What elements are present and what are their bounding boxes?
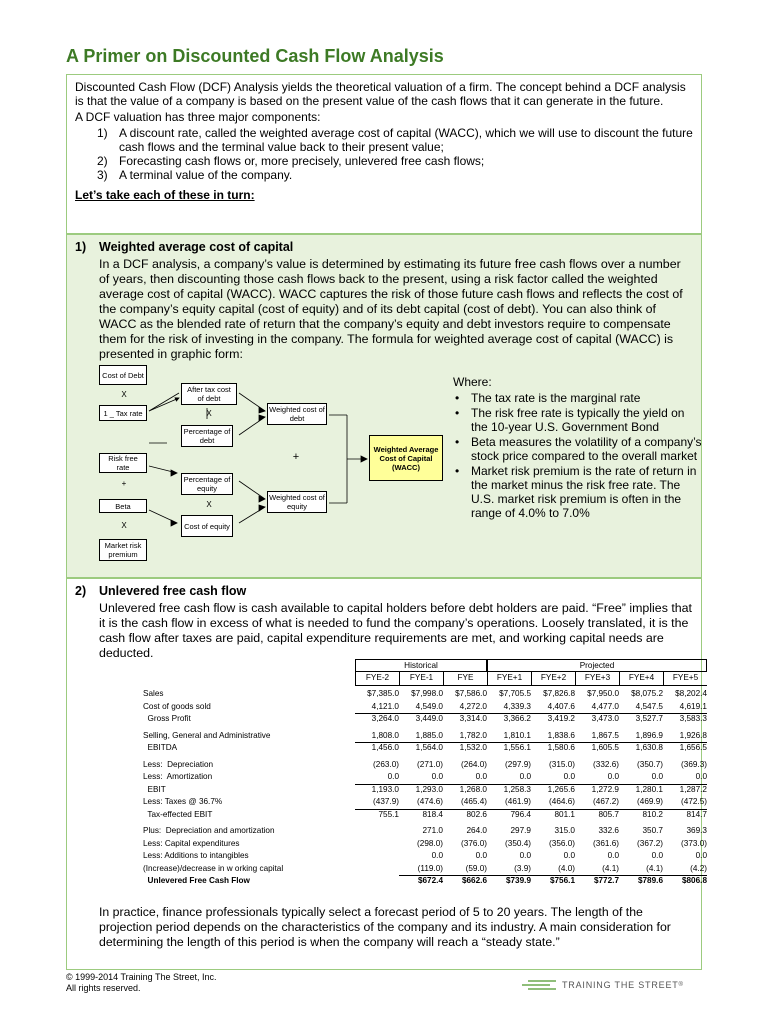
wacc-section xyxy=(66,234,702,578)
table-cell: 1,265.6 xyxy=(547,784,575,794)
after-tax-cost-box: After tax cost of debt xyxy=(181,383,237,405)
table-cell: 1,193.0 xyxy=(371,784,399,794)
table-cell: 0.0 xyxy=(575,771,619,785)
beta-box: Beta xyxy=(99,499,147,513)
table-cell: (356.0) xyxy=(549,838,575,848)
table-cell: (119.0) xyxy=(399,863,443,877)
table-cell: 3,264.0 xyxy=(371,714,399,723)
bullet-icon: • xyxy=(455,406,460,420)
table-cell: 810.2 xyxy=(642,809,663,819)
wacc-paragraph: In a DCF analysis, a company’s value is determined by estimating its future free cash flows over a number of years, then discounting those cash flows back to the present, using a risk factor called the weighted average cost of capital (WACC). WACC captures the risk of those future cash flows and reflects the cost of the company’s equity capital (cost of equity) and of its debt capital (cost of debt). You can also think of WACC as the blended rate of return that the company’s equity and debt investors require to compensate them for the risk of investing in the company. The formula for weighted average cost of capital (WACC) is presented in graphic form: xyxy=(99,257,683,361)
table-cell: 0.0 xyxy=(443,771,487,785)
bullet-icon: • xyxy=(455,464,460,478)
plus-operator: + xyxy=(292,451,300,463)
list-item: • The tax rate is the marginal rate xyxy=(455,391,641,405)
table-cell: $7,586.0 xyxy=(455,689,487,698)
table-cell: 802.6 xyxy=(466,809,487,819)
table-cell: $772.7 xyxy=(593,876,619,885)
table-cell: 1,287.2 xyxy=(679,784,707,794)
table-cell: $806.8 xyxy=(681,876,707,885)
list-item: • The risk free rate is typically the yield on the 10-year U.S. Government Bond xyxy=(455,406,685,434)
table-cell: 1,885.0 xyxy=(399,730,443,744)
table-cell: 4,407.6 xyxy=(531,701,575,715)
table-cell: (4.2) xyxy=(663,863,707,877)
table-cell: $7,705.5 xyxy=(499,689,531,698)
multiply-operator: X xyxy=(206,409,212,418)
row-label: Cost of goods sold xyxy=(143,701,211,711)
table-cell: 0.0 xyxy=(519,851,531,860)
table-cell: (4.1) xyxy=(575,863,619,877)
table-cell: $662.6 xyxy=(461,876,487,885)
table-cell: (361.6) xyxy=(593,838,619,848)
list-item: 3) A terminal value of the company. xyxy=(97,168,293,182)
table-cell: 0.0 xyxy=(651,851,663,860)
table-cell: (467.2) xyxy=(575,796,619,810)
table-cell: 0.0 xyxy=(475,851,487,860)
table-cell: (315.0) xyxy=(549,759,575,769)
table-cell: (3.9) xyxy=(487,863,531,877)
row-label: Less: Additions to intangibles xyxy=(143,851,249,860)
table-cell: 1,630.8 xyxy=(635,743,663,752)
table-cell: 1,605.5 xyxy=(591,743,619,752)
column-header: FYE+2 xyxy=(531,672,575,686)
column-header: FYE+5 xyxy=(663,672,707,686)
table-cell: 818.4 xyxy=(422,809,443,819)
table-cell: 297.9 xyxy=(510,826,531,835)
table-cell: $739.9 xyxy=(505,876,531,885)
plus-operator: + xyxy=(121,479,127,488)
table-cell: $8,202.4 xyxy=(675,689,707,698)
row-label: Selling, General and Administrative xyxy=(143,730,271,740)
column-header: FYE+4 xyxy=(619,672,663,686)
logo-text: TRAINING THE STREET xyxy=(562,980,679,990)
table-cell: $7,998.0 xyxy=(411,689,443,698)
row-label: Unlevered Free Cash Flow xyxy=(143,876,250,885)
table-cell: 3,473.0 xyxy=(591,714,619,723)
bullet-icon: • xyxy=(455,391,460,405)
table-cell: (464.6) xyxy=(531,796,575,810)
table-cell: 3,583.3 xyxy=(679,714,707,723)
table-cell: 3,314.0 xyxy=(459,714,487,723)
table-cell: 1,532.0 xyxy=(459,743,487,752)
percentage-of-debt-box: Percentage of debt xyxy=(181,425,233,447)
table-cell: 1,268.0 xyxy=(459,784,487,794)
table-cell: 0.0 xyxy=(531,771,575,785)
row-label: Less: Capital expenditures xyxy=(143,838,240,848)
table-cell: 0.0 xyxy=(355,771,399,785)
table-cell: 4,121.0 xyxy=(355,701,399,715)
table-cell: 4,549.0 xyxy=(399,701,443,715)
components-lead: A DCF valuation has three major components: xyxy=(75,110,321,124)
column-header: FYE-1 xyxy=(399,672,443,686)
table-cell: 1,580.6 xyxy=(547,743,575,752)
table-cell: 0.0 xyxy=(399,771,443,785)
section-heading: 2) Unlevered free cash flow xyxy=(75,584,247,598)
table-cell: 0.0 xyxy=(431,851,443,860)
table-cell: (263.0) xyxy=(373,759,399,769)
percentage-of-equity-box: Percentage of equity xyxy=(181,473,233,495)
table-cell: 1,656.5 xyxy=(679,743,707,752)
table-cell: 1,867.5 xyxy=(575,730,619,744)
table-cell: 0.0 xyxy=(619,771,663,785)
bullet-icon: • xyxy=(455,435,460,449)
weighted-cost-equity-box: Weighted cost of equity xyxy=(267,491,327,513)
table-cell: 1,280.1 xyxy=(635,784,663,794)
table-cell: 805.7 xyxy=(598,809,619,819)
historical-header: Historical xyxy=(355,659,487,672)
row-label: Sales xyxy=(143,689,164,698)
table-cell: 1,896.9 xyxy=(619,730,663,744)
table-cell: (59.0) xyxy=(443,863,487,877)
multiply-operator: X xyxy=(206,500,212,509)
row-label: Tax-effected EBIT xyxy=(143,809,213,819)
table-cell: 332.6 xyxy=(598,826,619,835)
table-cell: $789.6 xyxy=(637,876,663,885)
table-cell: (469.9) xyxy=(619,796,663,810)
table-cell: (297.9) xyxy=(505,759,531,769)
table-cell: $7,826.8 xyxy=(543,689,575,698)
table-cell: 4,477.0 xyxy=(575,701,619,715)
table-cell: (472.5) xyxy=(663,796,707,810)
risk-free-rate-box: Risk free rate xyxy=(99,453,147,473)
table-cell: (350.4) xyxy=(505,838,531,848)
row-label: Less: Amortization xyxy=(143,772,213,781)
table-cell: 1,456.0 xyxy=(371,743,399,752)
table-cell: 1,810.1 xyxy=(487,730,531,744)
table-cell: 3,527.7 xyxy=(635,714,663,723)
table-cell: 1,808.0 xyxy=(355,730,399,744)
list-item: 1) A discount rate, called the weighted average cost of capital (WACC), which we will use to discount the future cash flows and the terminal value back to their present value; xyxy=(97,126,693,154)
table-cell: (4.1) xyxy=(619,863,663,877)
table-cell: (369.3) xyxy=(681,759,707,769)
footer-copyright: © 1999-2014 Training The Street, Inc. All rights reserved. xyxy=(66,972,217,993)
intro-paragraph: Discounted Cash Flow (DCF) Analysis yields the theoretical valuation of a firm. The concept behind a DCF analysis is that the value of a company is based on the present value of the cash flows that it can generate in the future. xyxy=(75,80,686,108)
table-cell: 271.0 xyxy=(422,826,443,835)
table-cell: $8,075.2 xyxy=(631,689,663,698)
section-heading: 1) Weighted average cost of capital xyxy=(75,240,294,254)
row-label: Gross Profit xyxy=(143,714,191,723)
cost-of-equity-box: Cost of equity xyxy=(181,515,233,537)
column-header: FYE-2 xyxy=(355,672,399,686)
row-label: Less: Taxes @ 36.7% xyxy=(143,797,223,806)
market-risk-premium-box: Market risk premium xyxy=(99,539,147,561)
table-cell: 4,272.0 xyxy=(443,701,487,715)
table-cell: 3,419.2 xyxy=(547,714,575,723)
wacc-diagram xyxy=(67,363,457,573)
table-cell: $756.1 xyxy=(549,876,575,885)
table-cell: 0.0 xyxy=(487,771,531,785)
cost-of-debt-box: Cost of Debt xyxy=(99,365,147,385)
table-cell: 1,258.3 xyxy=(503,784,531,794)
registered-mark: ® xyxy=(678,982,684,988)
table-cell: (376.0) xyxy=(461,838,487,848)
table-cell: 0.0 xyxy=(663,771,707,785)
table-cell: 1,293.0 xyxy=(415,784,443,794)
column-header: FYE+1 xyxy=(487,672,531,686)
table-cell: 1,272.9 xyxy=(591,784,619,794)
table-cell: (350.7) xyxy=(637,759,663,769)
table-cell: (271.0) xyxy=(417,759,443,769)
table-cell: 1,926.8 xyxy=(663,730,707,744)
table-cell: (465.4) xyxy=(443,796,487,810)
list-item: • Beta measures the volatility of a company’s stock price compared to the overall market xyxy=(455,435,702,463)
table-cell: 814.7 xyxy=(686,809,707,819)
where-notes xyxy=(453,375,703,521)
table-cell: 3,449.0 xyxy=(415,714,443,723)
table-cell: 4,619.1 xyxy=(663,701,707,715)
table-cell: $7,950.0 xyxy=(587,689,619,698)
table-cell: (437.9) xyxy=(355,796,399,810)
turn-heading: Let’s take each of these in turn: xyxy=(75,188,255,202)
table-cell: (367.2) xyxy=(637,838,663,848)
page-title: A Primer on Discounted Cash Flow Analysis xyxy=(66,46,444,66)
components-list xyxy=(97,126,693,182)
ufcf-section xyxy=(66,578,707,970)
table-cell: 4,547.5 xyxy=(619,701,663,715)
table-cell: 796.4 xyxy=(510,809,531,819)
table-cell: 315.0 xyxy=(554,826,575,835)
logo-lines-icon xyxy=(520,978,558,992)
row-label: EBIT xyxy=(143,784,166,794)
row-label: Less: Depreciation xyxy=(143,759,214,769)
projected-header: Projected xyxy=(487,659,707,672)
table-cell: 801.1 xyxy=(554,809,575,819)
wacc-box: Weighted Average Cost of Capital (WACC) xyxy=(369,435,443,481)
table-cell: 755.1 xyxy=(378,809,399,819)
table-cell: 0.0 xyxy=(695,851,707,860)
table-cell: 264.0 xyxy=(466,826,487,835)
row-label: (Increase)/decrease in w orking capital xyxy=(143,863,284,873)
column-header: FYE xyxy=(443,672,487,686)
table-cell: 0.0 xyxy=(607,851,619,860)
ufcf-paragraph: Unlevered free cash flow is cash available to capital holders before debt holders are paid. “Free” implies that it is the cash flow in excess of what is needed to fund the company’s operations. Loosely translated, it is the cash flow after taxes are paid, capital expenditure requirements are met, and working capital needs are deducted. xyxy=(99,601,692,660)
row-label: Plus: Depreciation and amortization xyxy=(143,826,275,835)
table-cell: 0.0 xyxy=(563,851,575,860)
table-cell: (373.0) xyxy=(681,838,707,848)
table-cell: 369.3 xyxy=(686,826,707,835)
table-cell: (474.6) xyxy=(399,796,443,810)
list-item: • Market risk premium is the rate of return in the market minus the risk free rate. The U.S. market risk premium is often in the range of 4.0% to 7.0% xyxy=(455,464,697,520)
table-cell: (298.0) xyxy=(417,838,443,848)
table-cell: 350.7 xyxy=(642,826,663,835)
table-cell: 1,556.1 xyxy=(503,743,531,752)
table-cell: 1,782.0 xyxy=(443,730,487,744)
table-cell: 4,339.3 xyxy=(487,701,531,715)
footer-logo xyxy=(520,978,684,992)
intro-box xyxy=(66,74,702,234)
table-cell: (461.9) xyxy=(487,796,531,810)
multiply-operator: X xyxy=(121,521,127,530)
list-item: 2) Forecasting cash flows or, more precisely, unlevered free cash flows; xyxy=(97,154,485,168)
table-cell: $7,385.0 xyxy=(367,689,399,698)
table-cell: 1,564.0 xyxy=(415,743,443,752)
table-cell: (332.6) xyxy=(593,759,619,769)
multiply-operator: X xyxy=(121,390,127,399)
row-label: EBITDA xyxy=(143,743,178,752)
table-cell: (4.0) xyxy=(531,863,575,877)
one-minus-tax-box: 1 _ Tax rate xyxy=(99,405,147,421)
table-cell: $672.4 xyxy=(417,876,443,885)
table-cell: (264.0) xyxy=(461,759,487,769)
table-cell: 1,838.6 xyxy=(531,730,575,744)
weighted-cost-debt-box: Weighted cost of debt xyxy=(267,403,327,425)
table-cell: 3,366.2 xyxy=(503,714,531,723)
where-label: Where: xyxy=(453,375,492,389)
closing-paragraph: In practice, finance professionals typically select a forecast period of 5 to 20 years. The length of the projection period depends on the characteristics of the company and its industry. A main consideration for determining the length of this period is when the company will reach a “steady state.” xyxy=(99,905,671,949)
column-header: FYE+3 xyxy=(575,672,619,686)
